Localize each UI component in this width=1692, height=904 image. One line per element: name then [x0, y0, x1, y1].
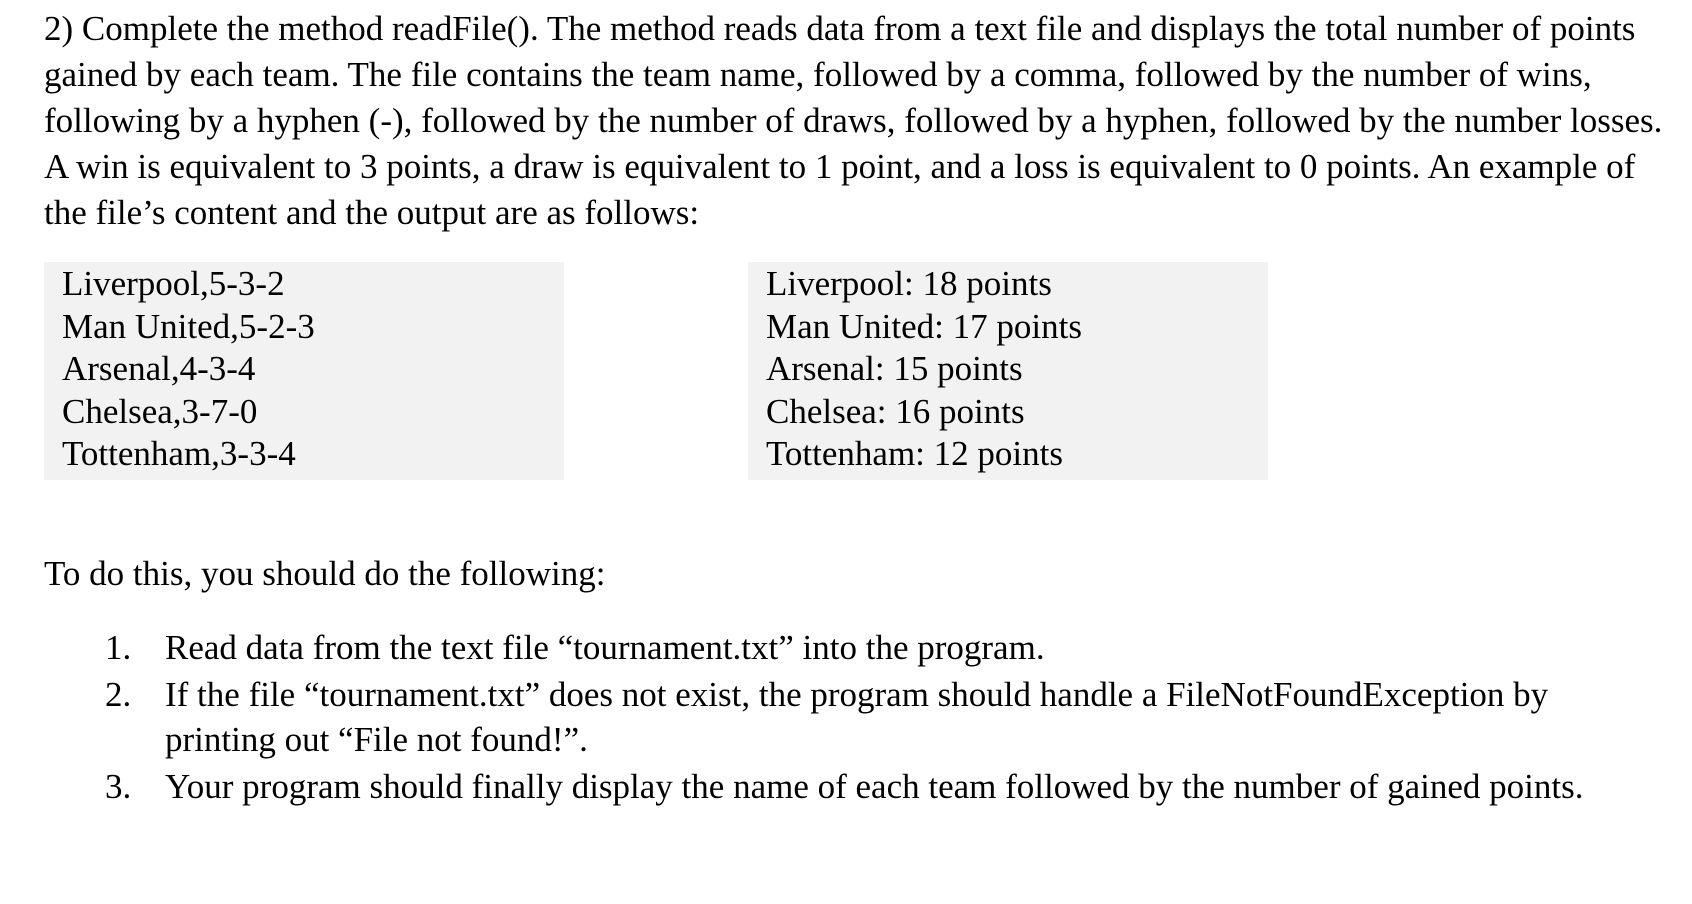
step-text: Read data from the text file “tournament.txt” into the program.: [165, 628, 1045, 667]
file-line: Arsenal,4-3-4: [62, 349, 256, 388]
file-line: Liverpool,5-3-2: [62, 264, 285, 303]
step-number: 1.: [105, 628, 132, 667]
output-line: Arsenal: 15 points: [766, 349, 1023, 388]
instruction-step: [44, 625, 1644, 670]
output-box: [748, 262, 1268, 480]
file-line: Man United,5-2-3: [62, 306, 315, 346]
step-text: Your program should finally display the name of each team followed by the number of gained points.: [165, 767, 1584, 806]
output-line: Man United: 17 points: [766, 306, 1082, 346]
file-content-box: [44, 262, 564, 480]
step-text: If the file “tournament.txt” does not exist, the program should handle a FileNotFoundException by printing out “File not found!”.: [165, 675, 1549, 759]
output-line: Chelsea: 16 points: [766, 391, 1025, 431]
file-line: Tottenham,3-3-4: [62, 434, 296, 473]
instruction-list: [44, 625, 1644, 811]
file-line: Chelsea,3-7-0: [62, 391, 258, 431]
instruction-step: [44, 672, 1644, 762]
question-text: 2) Complete the method readFile(). The method reads data from a text file and displays the total number of points gained by each team. The file contains the team name, followed by a comma, followed by the number of wins, following by a hyphen (-), followed by the number of draws, followed by a hyphen, followed by the number losses. A win is equivalent to 3 points, a draw is equivalent to 1 point, and a loss is equivalent to 0 points. An example of the file’s content and the output are as follows:: [44, 9, 1663, 232]
step-number: 2.: [105, 675, 132, 714]
instruction-step: [44, 764, 1644, 809]
output-line: Liverpool: 18 points: [766, 264, 1052, 303]
instructions-heading: To do this, you should do the following:: [44, 554, 606, 593]
step-number: 3.: [105, 767, 132, 806]
output-line: Tottenham: 12 points: [766, 434, 1063, 473]
